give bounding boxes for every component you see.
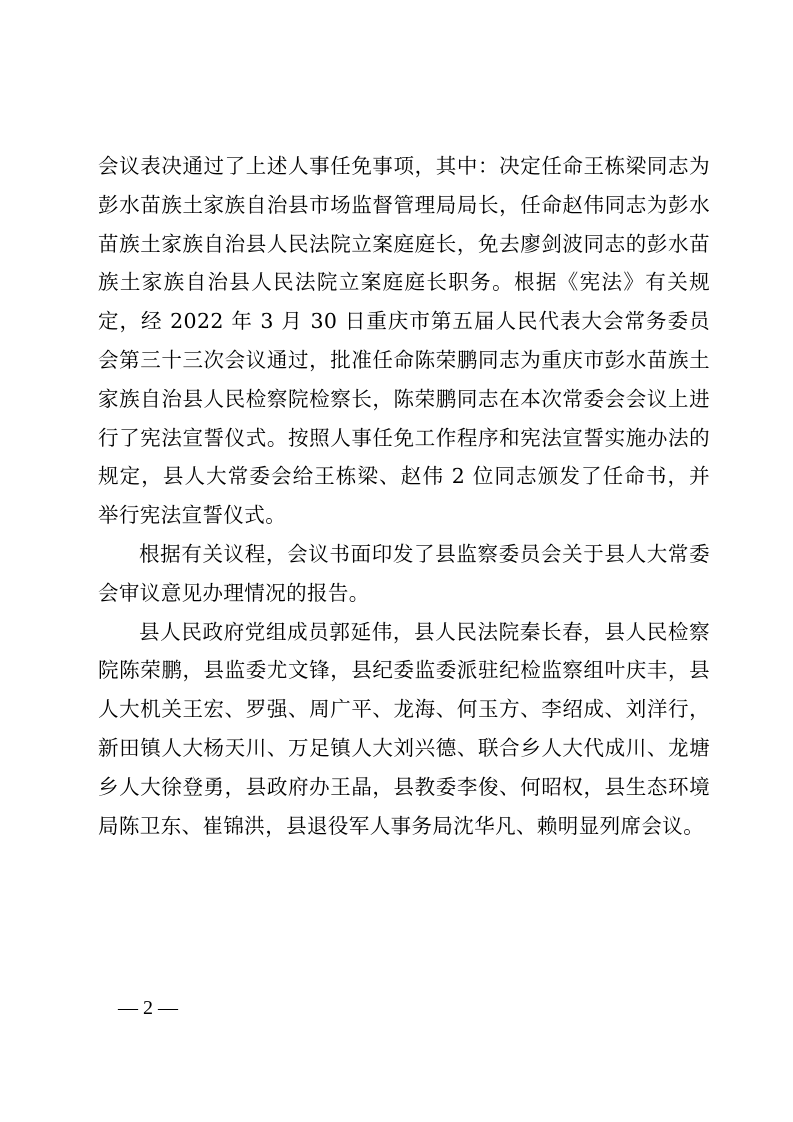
body-text [98,147,710,845]
paragraph-appointments: 会议表决通过了上述人事任免事项，其中：决定任命王栋梁同志为彭水苗族土家族自治县市场监督管理局局长，任命赵伟同志为彭水苗族土家族自治县人民法院立案庭庭长，免去廖剑波同志的彭水苗族土家族自治县人民法院立案庭庭长职务。根据《宪法》有关规定，经 2022 年 3 月 30 日重庆市第五届人民代表大会常务委员会第三十三次会议通过，批准任命陈荣鹏同志为重庆市彭水苗族土家族自治县人民检察院检察长，陈荣鹏同志在本次常委会会议上进行了宪法宣誓仪式。按照人事任免工作程序和宪法宣誓实施办法的规定，县人大常委会给王栋梁、赵伟 2 位同志颁发了任命书，并举行宪法宣誓仪式。 [98,154,710,528]
page-number: — 2 — [118,997,178,1019]
paragraph-attendees: 县人民政府党组成员郭延伟，县人民法院秦长春，县人民检察院陈荣鹏，县监委尤文锋，县纪委监委派驻纪检监察组叶庆丰，县人大机关王宏、罗强、周广平、龙海、何玉方、李绍成、刘洋行，新田镇人大杨天川、万足镇人大刘兴德、联合乡人大代成川、龙塘乡人大徐登勇，县政府办王晶，县教委李俊、何昭权，县生态环境局陈卫东、崔锦洪，县退役军人事务局沈华凡、赖明显列席会议。 [98,619,710,838]
paragraph-report: 根据有关议程，会议书面印发了县监察委员会关于县人大常委会审议意见办理情况的报告。 [98,541,710,605]
